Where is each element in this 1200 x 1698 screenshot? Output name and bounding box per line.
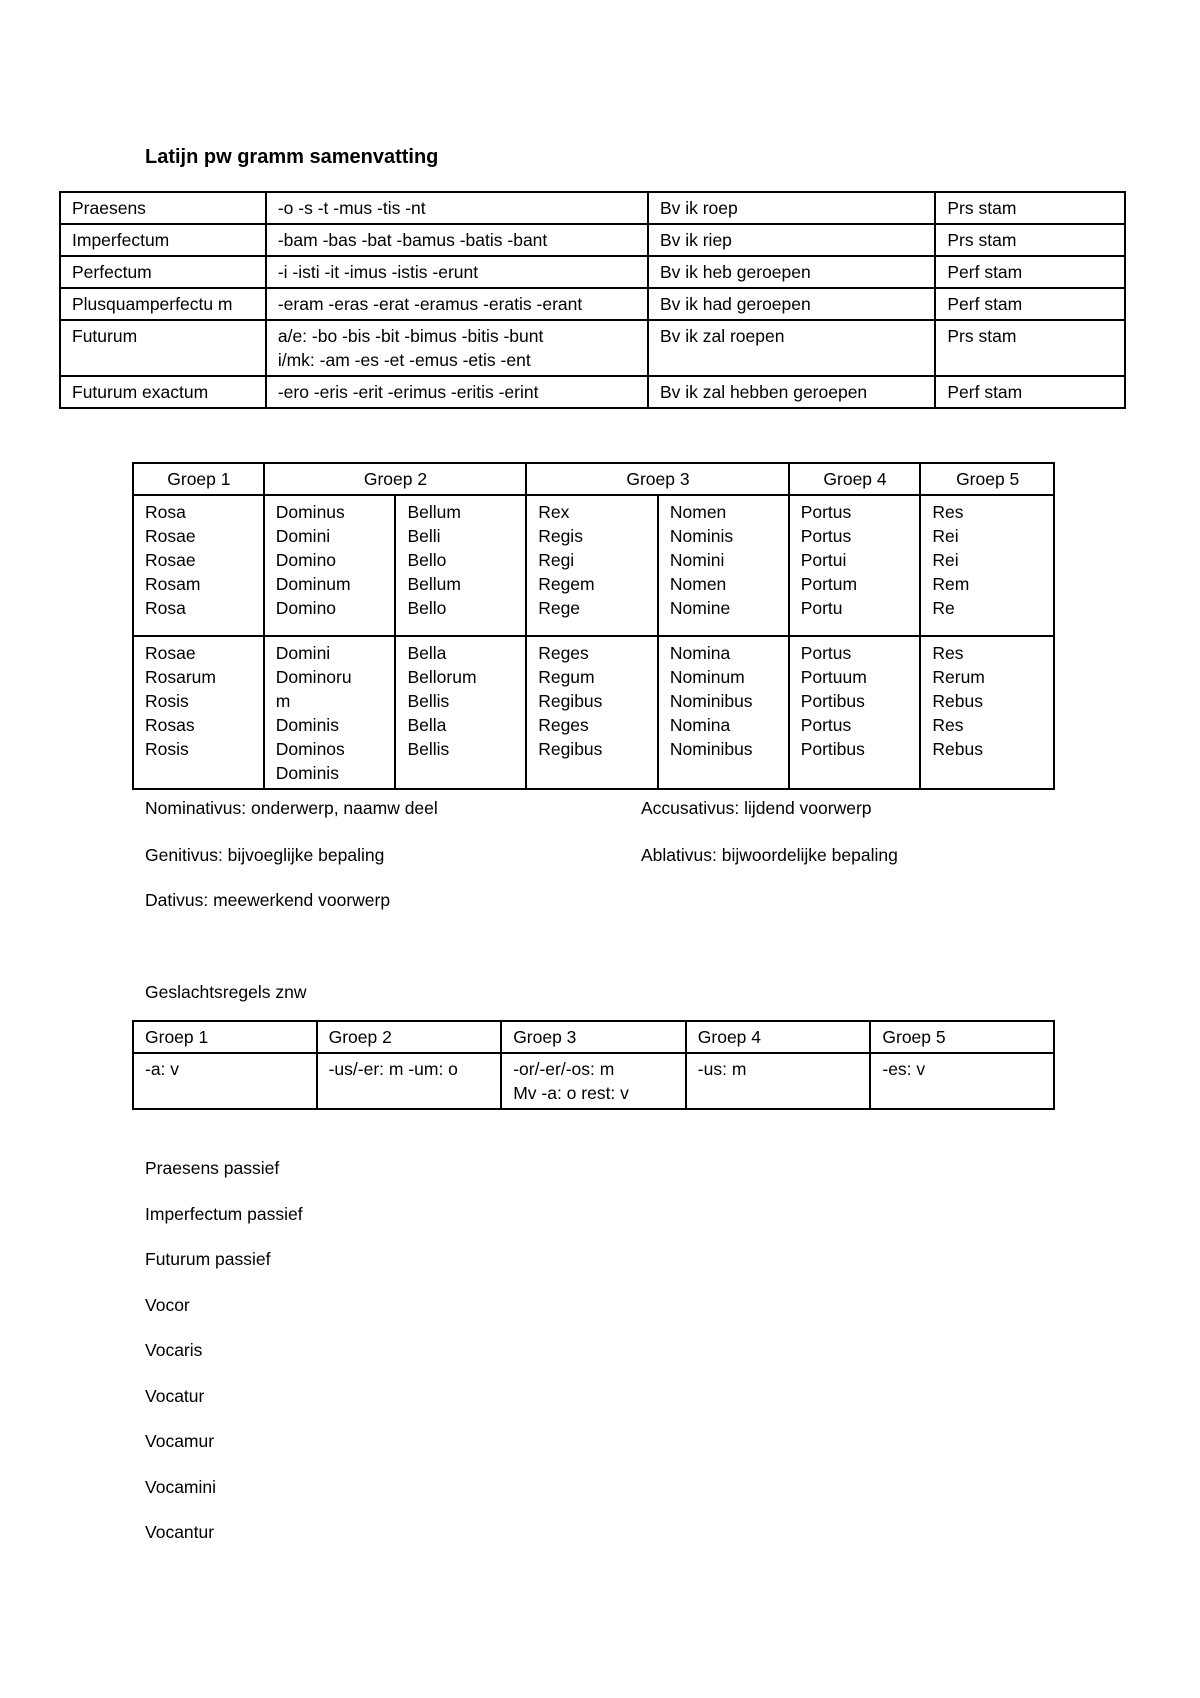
declension-form: Portum [800,574,858,594]
declension-plural-cell [264,636,396,789]
declension-form: Rebus [932,691,983,711]
tense-stem: Prs stam [935,320,1125,376]
declension-form: Rerum [932,667,985,687]
tense-row [60,320,1125,376]
declension-form: Rex [538,502,570,522]
declension-form: Bellis [407,691,450,711]
passive-line: Vocamur [145,1431,215,1451]
tense-row [60,256,1125,288]
gender-header-cell: Groep 3 [501,1021,686,1053]
tense-stem: Prs stam [935,192,1125,224]
case-nominativus: Nominativus: onderwerp, naamw deel [145,798,438,818]
declension-form: Dominis [275,715,339,735]
declension-form: Rosae [145,526,196,546]
declension-form: Rei [932,526,959,546]
declension-header-groep-3: Groep 3 [526,463,788,495]
declension-plural-cell [920,636,1054,789]
declension-form: Regis [538,526,583,546]
tense-row [60,224,1125,256]
declension-form: Regem [538,574,595,594]
tense-ending-line: -eram -eras -erat -eramus -eratis -erant [277,294,583,314]
tense-name: Futurum [60,320,266,376]
declension-form: Res [932,715,964,735]
declension-form: Dominoru [275,667,352,687]
declension-form: Portui [800,550,847,570]
tense-ending-line: -ero -eris -erit -erimus -eritis -erint [277,382,539,402]
gender-rule-cell [133,1053,317,1109]
tense-stem: Perf stam [935,256,1125,288]
gender-header-cell: Groep 2 [317,1021,502,1053]
declension-form: Domini [275,526,331,546]
declension-form: Rosae [145,643,196,663]
declension-plural-cell [789,636,921,789]
declension-form: Re [932,598,955,618]
gender-rule-line: -or/-er/-os: m [513,1059,615,1079]
declension-singular-row [133,495,1054,636]
gender-rule-line: -us/-er: m -um: o [328,1059,458,1079]
gender-rule-row [133,1053,1054,1109]
declension-form: Portus [800,715,852,735]
gender-header-cell: Groep 1 [133,1021,317,1053]
declension-form: Nomina [669,715,731,735]
tense-ending-line: -o -s -t -mus -tis -nt [277,198,426,218]
tense-endings [266,256,648,288]
tense-row [60,376,1125,408]
gender-rule-line: Mv -a: o rest: v [513,1083,629,1103]
declension-form: Bellum [407,502,461,522]
gender-header-cell: Groep 4 [686,1021,871,1053]
gender-rules-title: Geslachtsregels znw [145,982,307,1002]
declension-form: Regum [538,667,595,687]
gender-header-row [133,1021,1054,1053]
declension-form: Domini [275,643,331,663]
tense-name: Perfectum [60,256,266,288]
declension-form: Res [932,502,964,522]
tense-row [60,192,1125,224]
declension-form: Bello [407,598,447,618]
tense-name: Futurum exactum [60,376,266,408]
declension-form: Rosa [145,502,186,522]
tense-name: Praesens [60,192,266,224]
declension-singular-cell [264,495,396,636]
tense-example: Bv ik riep [648,224,935,256]
declension-form: Rebus [932,739,983,759]
declension-header-groep-4: Groep 4 [789,463,921,495]
tense-ending-line: a/e: -bo -bis -bit -bimus -bitis -bunt [277,326,544,346]
declension-singular-cell [526,495,658,636]
gender-header-cell: Groep 5 [870,1021,1054,1053]
tense-name: Plusquamperfectu m [60,288,266,320]
declension-form: Dominis [275,763,339,783]
gender-rule-line: -a: v [145,1059,180,1079]
declension-form: Nominis [669,526,734,546]
declension-form: Portu [800,598,843,618]
declension-form: Portus [800,526,852,546]
tense-endings [266,288,648,320]
tense-endings [266,320,648,376]
declension-form: Nomen [669,502,727,522]
declension-form: Rosis [145,739,189,759]
gender-rule-cell [870,1053,1054,1109]
tense-stem: Perf stam [935,288,1125,320]
declension-singular-cell [395,495,526,636]
gender-rule-cell [686,1053,871,1109]
tense-example: Bv ik heb geroepen [648,256,935,288]
declension-form: Regibus [538,739,603,759]
tense-ending-line: -bam -bas -bat -bamus -batis -bant [277,230,548,250]
declension-table [132,462,1055,790]
declension-form: Dominum [275,574,351,594]
declension-header-groep-5: Groep 5 [920,463,1054,495]
declension-plural-cell [658,636,789,789]
declension-header-groep-2: Groep 2 [264,463,526,495]
declension-form: Portus [800,643,852,663]
declension-form: Portus [800,502,852,522]
declension-form: Bellum [407,574,461,594]
tense-ending-line: -i -isti -it -imus -istis -erunt [277,262,479,282]
declension-form: Dominus [275,502,345,522]
tense-example: Bv ik zal roepen [648,320,935,376]
passive-line: Imperfectum passief [145,1203,303,1224]
declension-form: Domino [275,550,337,570]
tense-stem: Perf stam [935,376,1125,408]
declension-form: Domino [275,598,337,618]
declension-singular-cell [920,495,1054,636]
tense-endings [266,224,648,256]
declension-form: Rosis [145,691,189,711]
declension-form: Rosarum [145,667,216,687]
tense-endings [266,376,648,408]
tense-example: Bv ik zal hebben geroepen [648,376,935,408]
declension-form: Reges [538,643,589,663]
declension-form: Nomina [669,643,731,663]
declension-form: Nominum [669,667,745,687]
declension-plural-row [133,636,1054,789]
declension-form: Belli [407,526,441,546]
gender-rule-line: -es: v [882,1059,926,1079]
gender-rule-cell [501,1053,686,1109]
declension-form: Res [932,643,964,663]
declension-form: Bello [407,550,447,570]
declension-form: m [275,691,291,711]
declension-form: Rei [932,550,959,570]
declension-form: Nominibus [669,691,753,711]
declension-plural-cell [133,636,264,789]
passive-line: Vocaris [145,1340,203,1360]
passive-line: Futurum passief [145,1249,271,1269]
declension-form: Regibus [538,691,603,711]
declension-form: Rege [538,598,581,618]
document-title: Latijn pw gramm samenvatting [145,146,439,168]
case-genitivus: Genitivus: bijvoeglijke bepaling [145,845,385,865]
declension-form: Bellorum [407,667,477,687]
passive-line: Praesens passief [145,1158,280,1178]
tense-stem: Prs stam [935,224,1125,256]
declension-form: Rosa [145,598,186,618]
tense-endings [266,192,648,224]
passive-line: Vocamini [145,1476,217,1497]
declension-form: Nominibus [669,739,753,759]
case-ablativus: Ablativus: bijwoordelijke bepaling [641,845,898,865]
declension-form: Rosam [145,574,201,594]
declension-form: Rosae [145,550,196,570]
declension-form: Portibus [800,739,865,759]
declension-form: Rosas [145,715,195,735]
passive-line: Vocatur [145,1385,205,1406]
declension-form: Reges [538,715,589,735]
declension-form: Dominos [275,739,345,759]
tense-endings-table [59,191,1126,409]
declension-singular-cell [789,495,921,636]
declension-plural-cell [526,636,658,789]
case-accusativus: Accusativus: lijdend voorwerp [641,798,872,818]
case-dativus: Dativus: meewerkend voorwerp [145,890,391,910]
declension-form: Portibus [800,691,865,711]
declension-form: Rem [932,574,970,594]
gender-rule-cell [317,1053,502,1109]
declension-singular-cell [133,495,264,636]
declension-header-groep-1: Groep 1 [133,463,264,495]
declension-singular-cell [658,495,789,636]
tense-name: Imperfectum [60,224,266,256]
declension-form: Bella [407,643,447,663]
declension-form: Bellis [407,739,450,759]
passive-line: Vocor [145,1294,190,1315]
declension-form: Nomine [669,598,731,618]
gender-rule-line: -us: m [697,1059,747,1079]
declension-plural-cell [395,636,526,789]
tense-ending-line: i/mk: -am -es -et -emus -etis -ent [277,350,531,370]
tense-example: Bv ik had geroepen [648,288,935,320]
declension-form: Nomen [669,574,727,594]
declension-form: Regi [538,550,575,570]
tense-example: Bv ik roep [648,192,935,224]
gender-rules-table [132,1020,1055,1110]
tense-row [60,288,1125,320]
declension-form: Nomini [669,550,725,570]
passive-line: Vocantur [145,1522,215,1542]
declension-form: Portuum [800,667,867,687]
declension-form: Bella [407,715,447,735]
